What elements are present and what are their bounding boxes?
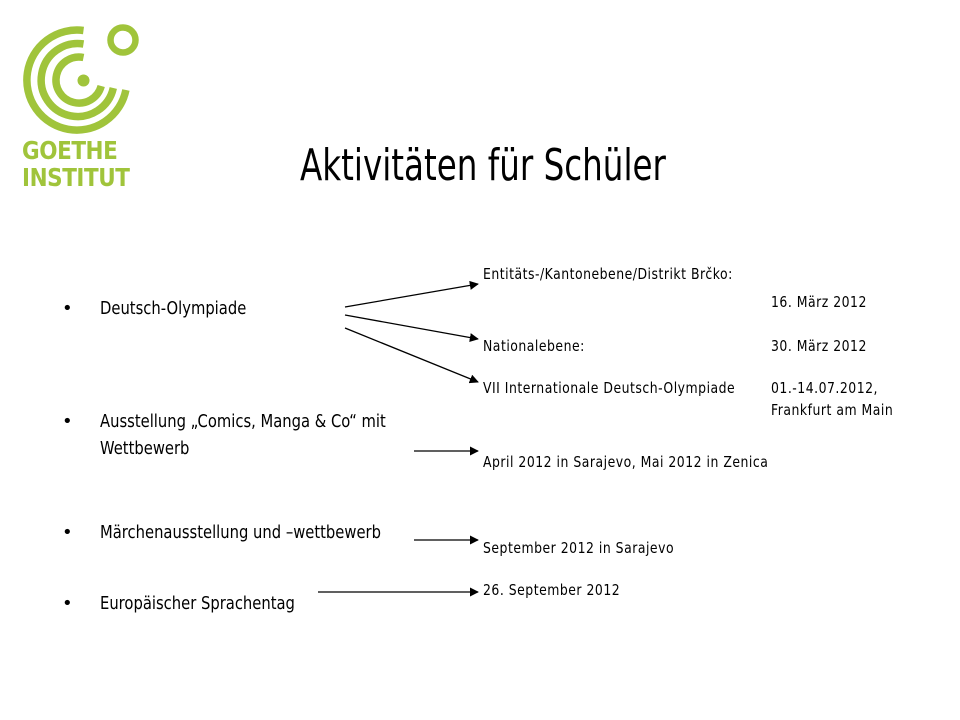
bullet-text: Märchenausstellung und –wettbewerb	[100, 522, 381, 543]
bullet-dot: •	[62, 411, 73, 432]
olympiade-level2-date: 30. März 2012	[771, 337, 867, 355]
sprachentag-detail: 26. September 2012	[483, 581, 621, 599]
olympiade-level1-date: 16. März 2012	[771, 293, 867, 311]
olympiade-level2-label: Nationalebene:	[483, 337, 585, 355]
bullet-text-line2: Wettbewerb	[100, 438, 190, 459]
bullet-text: Deutsch-Olympiade	[100, 298, 247, 319]
bullet-text: Europäischer Sprachentag	[100, 593, 295, 614]
slide-title: Aktivitäten für Schüler	[300, 140, 666, 191]
olympiade-level3-date-line1: 01.-14.07.2012,	[771, 379, 879, 397]
arrow-to-entity-level	[345, 284, 478, 307]
comics-detail: April 2012 in Sarajevo, Mai 2012 in Zenica	[483, 453, 769, 471]
maerchen-detail: September 2012 in Sarajevo	[483, 539, 675, 557]
olympiade-level1-label: Entitäts-/Kantonebene/Distrikt Brčko:	[483, 265, 733, 283]
bullet-dot: •	[62, 522, 73, 543]
olympiade-level3-date-line2: Frankfurt am Main	[771, 401, 894, 419]
olympiade-level3-label: VII Internationale Deutsch-Olympiade	[483, 379, 736, 397]
logo-word-institut: INSTITUT	[22, 163, 130, 192]
logo-word-goethe: GOETHE	[22, 136, 118, 165]
arrow-to-international-level	[345, 328, 478, 382]
olympiade-level3-date	[771, 377, 893, 421]
bullet-dot: •	[62, 298, 73, 319]
bullet-dot: •	[62, 593, 73, 614]
bullet-text-line1: Ausstellung „Comics, Manga & Co“ mit	[100, 411, 386, 432]
